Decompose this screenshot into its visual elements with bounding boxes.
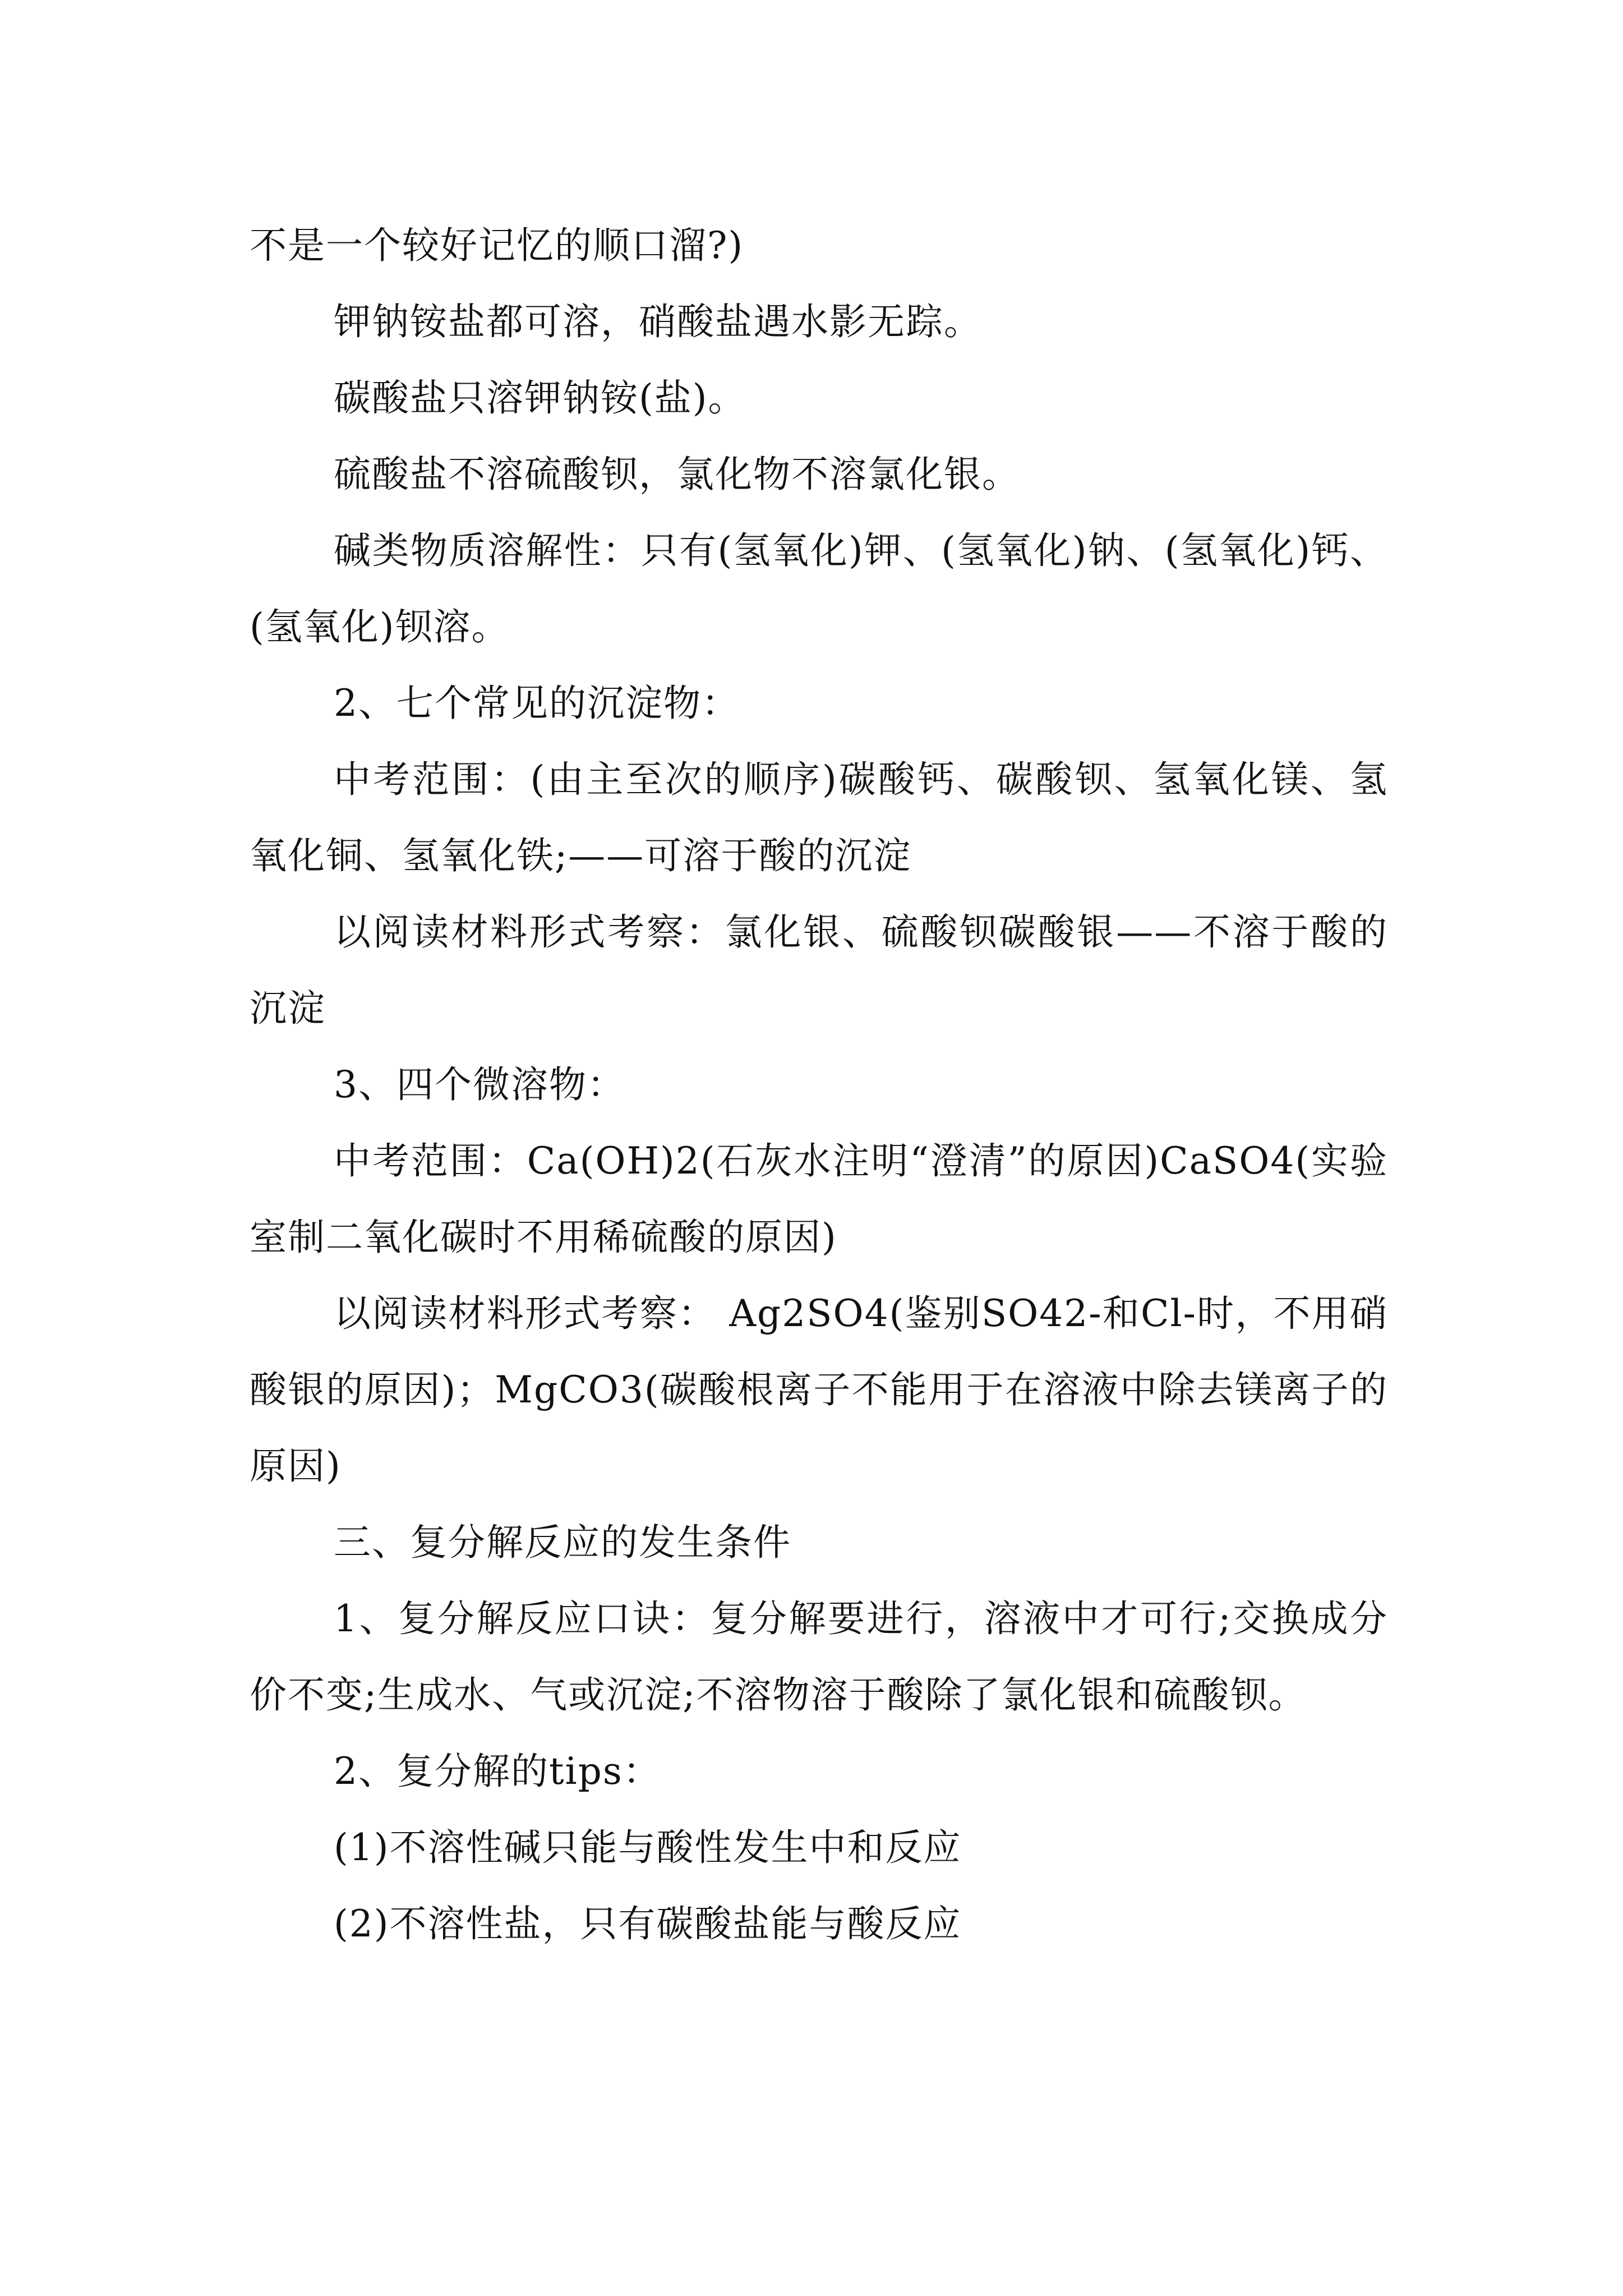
heading-four-slightly-soluble: 3、四个微溶物： xyxy=(334,1063,625,1106)
paragraph-acid-soluble-precipitates: 中考范围：(由主至次的顺序)碳酸钙、碳酸钡、氢氧化镁、氢氧化铜、氢氧化铁;——可溶于酸的沉淀 xyxy=(250,758,1388,877)
paragraph-reading-slightly-soluble: 以阅读材料形式考察： Ag2SO4(鉴别SO42-和Cl-时，不用硝酸银的原因)；MgCO3(碳酸根离子不能用于在溶液中除去镁离子的原因) xyxy=(250,1292,1388,1488)
paragraph-double-decomposition-mnemonic: 1、复分解反应口诀：复分解要进行，溶液中才可行;交换成分价不变;生成水、气或沉淀;不溶物溶于酸除了氯化银和硫酸钡。 xyxy=(250,1597,1388,1717)
heading-double-decomposition-tips: 2、复分解的tips： xyxy=(334,1750,661,1793)
paragraph-exam-slightly-soluble: 中考范围：Ca(OH)2(石灰水注明“澄清”的原因)CaSO4(实验室制二氧化碳时不用稀硫酸的原因) xyxy=(250,1139,1388,1259)
paragraph-mnemonic-ending: 不是一个较好记忆的顺口溜?) xyxy=(250,224,744,267)
paragraph-base-solubility: 碱类物质溶解性：只有(氢氧化)钾、(氢氧化)钠、(氢氧化)钙、(氢氧化)钡溶。 xyxy=(250,529,1388,648)
paragraph-tip-insoluble-salt: (2)不溶性盐，只有碳酸盐能与酸反应 xyxy=(334,1902,962,1945)
paragraph-sulfate-chloride-solubility: 硫酸盐不溶硫酸钡，氯化物不溶氯化银。 xyxy=(334,453,1020,496)
heading-double-decomposition-conditions: 三、复分解反应的发生条件 xyxy=(334,1521,791,1564)
paragraph-acid-insoluble-precipitates: 以阅读材料形式考察：氯化银、硫酸钡碳酸银——不溶于酸的沉淀 xyxy=(250,910,1388,1030)
paragraph-carbonate-solubility: 碳酸盐只溶钾钠铵(盐)。 xyxy=(334,376,746,420)
paragraph-potassium-sodium-ammonium: 钾钠铵盐都可溶，硝酸盐遇水影无踪。 xyxy=(334,300,982,343)
document-body xyxy=(250,208,1388,1962)
heading-seven-precipitates: 2、七个常见的沉淀物： xyxy=(334,682,740,725)
paragraph-tip-insoluble-base: (1)不溶性碱只能与酸性发生中和反应 xyxy=(334,1826,962,1869)
